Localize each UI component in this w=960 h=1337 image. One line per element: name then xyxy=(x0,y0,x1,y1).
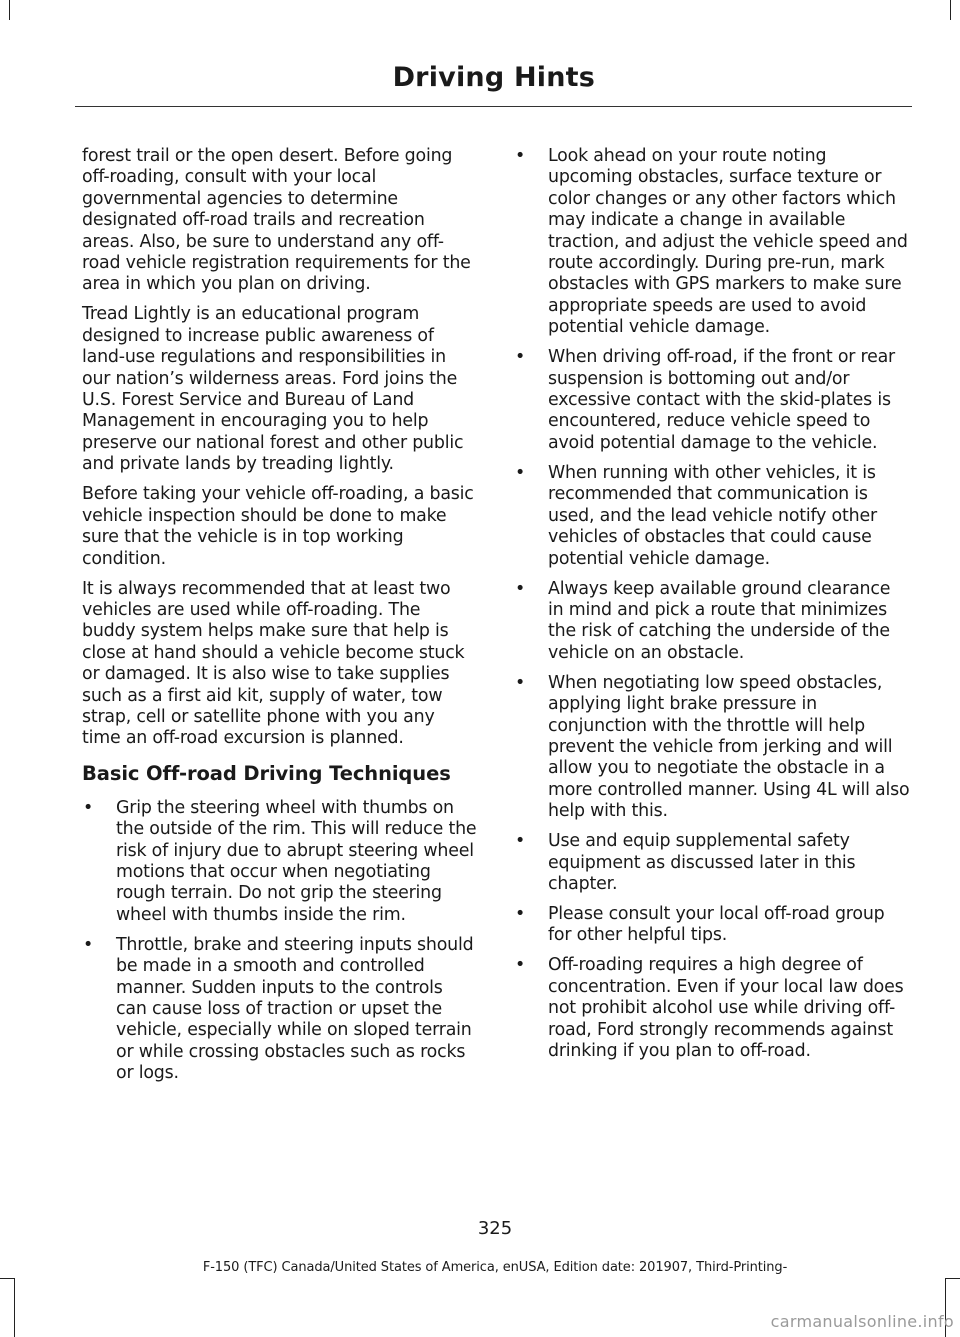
crop-mark-top-left xyxy=(0,0,10,20)
list-item xyxy=(82,935,478,1085)
paragraph: Tread Lightly is an educational program designed to increase public awareness of land-use regulations and responsibilities in our nation’s wilderness areas. Ford joins the U.S. Forest Service and Bureau of Land Management in encouraging you to help preserve our national forest and other public and private lands by treading lightly. xyxy=(82,304,464,475)
bullet-icon: • xyxy=(514,672,526,693)
bullet-icon: • xyxy=(514,462,526,483)
bullet-icon: • xyxy=(82,797,94,818)
list-item xyxy=(514,463,910,570)
left-column xyxy=(82,146,478,1093)
list-item xyxy=(514,955,910,1062)
list-item-text: Grip the steering wheel with thumbs on the outside of the rim. This will reduce the risk of injury due to abrupt steering wheel motions that occur when negotiating rough terrain. Do not grip the steering wheel with thumbs inside the rim. xyxy=(116,797,477,925)
list-item xyxy=(514,673,910,823)
edition-footer: F-150 (TFC) Canada/United States of America, enUSA, Edition date: 201907, Third-Printing- xyxy=(202,1260,788,1275)
paragraph: It is always recommended that at least two vehicles are used while off-roading. The buddy system helps make sure that help is close at hand should a vehicle become stuck or damaged. It is also wise to take supplies such as a first aid kit, supply of water, tow strap, cell or satellite phone with you any time an off-road excursion is planned. xyxy=(82,578,465,749)
paragraph: Before taking your vehicle off-roading, a basic vehicle inspection should be done to make sure that the vehicle is in top working condition. xyxy=(82,484,474,569)
list-item xyxy=(514,831,910,895)
bullet-icon: • xyxy=(514,347,526,368)
bullet-icon: • xyxy=(82,934,94,955)
list-item xyxy=(514,347,910,454)
list-item-text: Off-roading requires a high degree of concentration. Even if your local law does not prohibit alcohol use while driving off-road, Ford strongly recommends against drinking if you plan to off-road. xyxy=(548,955,904,1061)
list-item-text: Always keep available ground clearance in mind and pick a route that minimizes the risk of catching the underside of the vehicle on an obstacle. xyxy=(548,578,891,663)
bullet-list xyxy=(82,798,478,1085)
list-item xyxy=(82,798,478,926)
bullet-icon: • xyxy=(514,903,526,924)
crop-mark-top-right xyxy=(950,0,960,20)
right-column xyxy=(514,146,910,1071)
list-item-text: When negotiating low speed obstacles, applying light brake pressure in conjunction with the throttle will help prevent the vehicle from jerking and will allow you to negotiate the obstacle in a more controlled manner. Using 4L will also help with this. xyxy=(548,672,910,822)
page-title: Driving Hints xyxy=(392,62,595,93)
list-item-text: When driving off-road, if the front or rear suspension is bottoming out and/or excessive contact with the skid-plates is encountered, reduce vehicle speed to avoid potential damage to the vehicle. xyxy=(548,347,896,453)
list-item-text: Please consult your local off-road group for other helpful tips. xyxy=(548,903,885,946)
paragraph: forest trail or the open desert. Before going off-roading, consult with your local governmental agencies to determine designated off-road trails and recreation areas. Also, be sure to understand any off-road vehicle registration requirements for the area in which you plan on driving. xyxy=(82,146,471,295)
list-item xyxy=(514,579,910,665)
bullet-icon: • xyxy=(514,146,526,166)
bullet-icon: • xyxy=(514,831,526,852)
list-item-text: Throttle, brake and steering inputs should be made in a smooth and controlled manner. Sudden inputs to the controls can cause loss of traction or upset the vehicle, especially while on sloped terrain or while crossing obstacles such as rocks or logs. xyxy=(116,934,474,1084)
page-number: 325 xyxy=(477,1218,513,1239)
watermark: carmanualsonline.info xyxy=(770,1312,954,1331)
bullet-icon: • xyxy=(514,578,526,599)
list-item-text: Use and equip supplemental safety equipment as discussed later in this chapter. xyxy=(548,831,856,894)
list-item xyxy=(514,904,910,947)
crop-mark-bottom-left xyxy=(0,1278,15,1337)
bullet-list xyxy=(514,146,910,1062)
list-item-text: When running with other vehicles, it is recommended that communication is used, and the lead vehicle notify other vehicles of obstacles that could cause potential vehicle damage. xyxy=(548,462,877,569)
header-divider xyxy=(75,106,912,107)
list-item xyxy=(514,146,910,339)
bullet-icon: • xyxy=(514,955,526,976)
section-heading: Basic Off-road Driving Techniques xyxy=(82,761,451,785)
list-item-text: Look ahead on your route noting upcoming obstacles, surface texture or color changes or any other factors which may indicate a change in available traction, and adjust the vehicle speed and route accordingly. During pre-run, mark obstacles with GPS markers to make sure appropriate speeds are used to avoid potential vehicle damage. xyxy=(548,146,908,338)
